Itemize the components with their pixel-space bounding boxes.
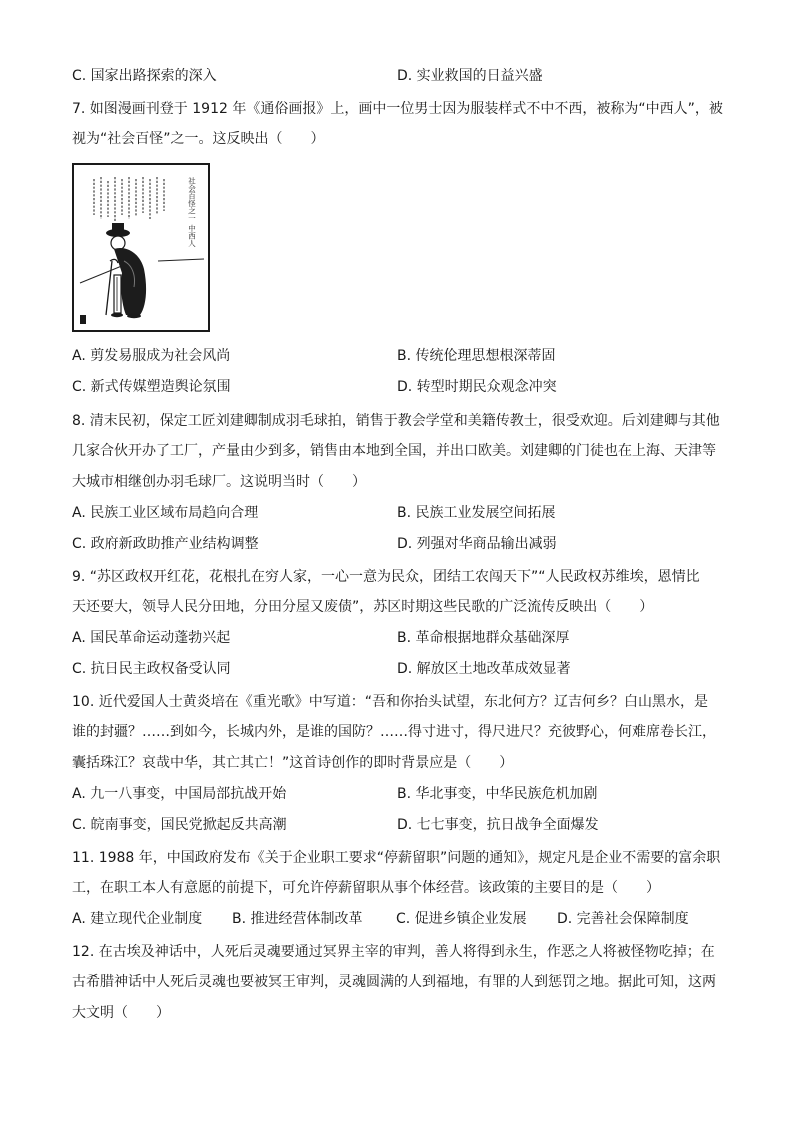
q8-stem-line1: 8. 清末民初，保定工匠刘建卿制成羽毛球拍，销售于教会学堂和美籍传教士，很受欢迎。后刘建卿与其他 bbox=[72, 413, 720, 429]
q12-stem-line3: 大文明（ ） bbox=[72, 1005, 170, 1021]
q8-option-d: D. 列强对华商品输出减弱 bbox=[397, 536, 557, 552]
q11-stem-line2: 工，在职工本人有意愿的前提下，可允许停薪留职从事个体经营。该政策的主要目的是（ ） bbox=[72, 880, 660, 896]
q8-stem-line2: 几家合伙开办了工厂，产量由少到多，销售由本地到全国，并出口欧美。刘建卿的门徒也在上海、天津等 bbox=[72, 443, 716, 459]
q8-stem-line3: 大城市相继创办羽毛球厂。这说明当时（ ） bbox=[72, 474, 366, 490]
q8-option-b: B. 民族工业发展空间拓展 bbox=[397, 505, 556, 521]
q10-stem-line3: 囊括珠江？哀哉中华，其亡其亡！”这首诗创作的即时背景应是（ ） bbox=[72, 755, 514, 771]
q9-stem-line2: 天还要大，领导人民分田地，分田分屋又废债”，苏区时期这些民歌的广泛流传反映出（ ） bbox=[72, 599, 654, 615]
q12-stem-line1: 12. 在古埃及神话中，人死后灵魂要通过冥界主宰的审判，善人将得到永生，作恶之人将被怪物吃掉；在 bbox=[72, 944, 715, 960]
q11-option-a: A. 建立现代企业制度 bbox=[72, 911, 203, 927]
q10-option-b: B. 华北事变，中华民族危机加剧 bbox=[397, 786, 598, 802]
q12-stem-line2: 古希腊神话中人死后灵魂也要被冥王审判，灵魂圆满的人到福地，有罪的人到惩罚之地。据此可知，这两 bbox=[72, 974, 716, 990]
q7-option-b: B. 传统伦理思想根深蒂固 bbox=[397, 348, 556, 364]
cartoon-drawing bbox=[74, 165, 208, 330]
q7-stem-line1: 7. 如图漫画刊登于 1912 年《通俗画报》上，画中一位男士因为服装样式不中不西，被称为“中西人”，被 bbox=[72, 101, 723, 117]
q11-option-d: D. 完善社会保障制度 bbox=[557, 911, 689, 927]
q7-option-a: A. 剪发易服成为社会风尚 bbox=[72, 348, 231, 364]
q7-option-c: C. 新式传媒塑造舆论氛围 bbox=[72, 379, 231, 395]
q10-stem-line2: 谁的封疆？……到如今，长城内外，是谁的国防？……得寸进寸，得尺进尺？充彼野心，何难席卷长江， bbox=[72, 724, 716, 740]
q10-option-a: A. 九一八事变，中国局部抗战开始 bbox=[72, 786, 287, 802]
q7-option-d: D. 转型时期民众观念冲突 bbox=[397, 379, 557, 395]
cartoon-caption: 社会百怪之一 中西人 bbox=[187, 177, 197, 247]
q8-option-a: A. 民族工业区域布局趋向合理 bbox=[72, 505, 259, 521]
q10-stem-line1: 10. 近代爱国人士黄炎培在《重光歌》中写道：“吾和你抬头试望，东北何方？辽吉何乡？白山黑水，是 bbox=[72, 694, 708, 710]
q11-stem-line1: 11. 1988 年，中国政府发布《关于企业职工要求“停薪留职”问题的通知》，规定凡是企业不需要的富余职 bbox=[72, 850, 721, 866]
q11-option-c: C. 促进乡镇企业发展 bbox=[396, 911, 527, 927]
q9-option-d: D. 解放区土地改革成效显著 bbox=[397, 661, 571, 677]
cartoon-seal bbox=[80, 315, 86, 324]
q10-option-d: D. 七七事变，抗日战争全面爆发 bbox=[397, 817, 599, 833]
q9-option-c: C. 抗日民主政权备受认同 bbox=[72, 661, 231, 677]
q11-option-b: B. 推进经营体制改革 bbox=[232, 911, 363, 927]
q8-option-c: C. 政府新政助推产业结构调整 bbox=[72, 536, 259, 552]
q9-stem-line1: 9. “苏区政权开红花，花根扎在穷人家，一心一意为民众，团结工农闯天下”“人民政权苏维埃，恩情比 bbox=[72, 569, 700, 585]
cartoon-text-columns bbox=[94, 177, 164, 221]
q9-option-b: B. 革命根据地群众基础深厚 bbox=[397, 630, 570, 646]
q10-option-c: C. 皖南事变，国民党掀起反共高潮 bbox=[72, 817, 287, 833]
q6-option-c: C. 国家出路探索的深入 bbox=[72, 68, 217, 84]
q7-stem-line2: 视为“社会百怪”之一。这反映出（ ） bbox=[72, 131, 325, 147]
q7-cartoon-image bbox=[72, 163, 210, 332]
q6-option-d: D. 实业救国的日益兴盛 bbox=[397, 68, 543, 84]
q9-option-a: A. 国民革命运动蓬勃兴起 bbox=[72, 630, 231, 646]
cartoon-figure bbox=[106, 223, 146, 318]
